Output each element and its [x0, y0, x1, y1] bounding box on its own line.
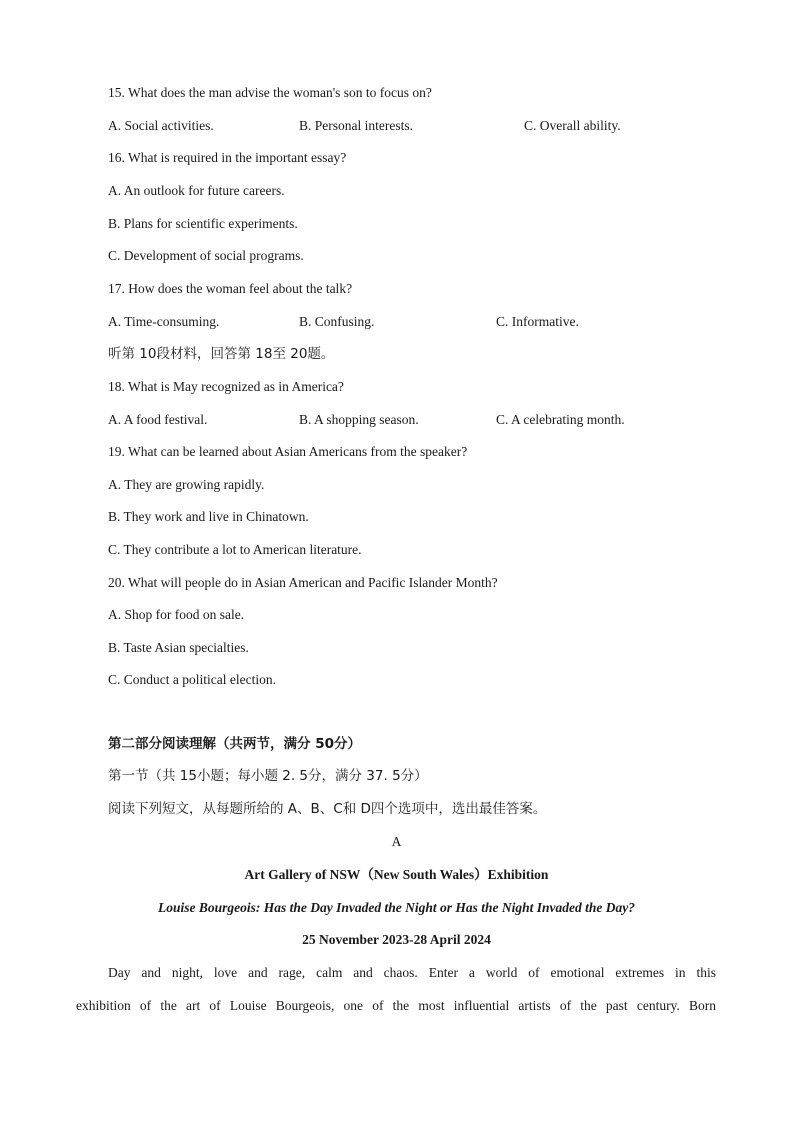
question-18: 18. What is May recognized as in America?	[108, 379, 344, 394]
question-16: 16. What is required in the important essay?	[108, 150, 347, 165]
material-10-instruction: 听第 10段材料，回答第 18至 20题。	[108, 346, 335, 362]
passage-title: Art Gallery of NSW（New South Wales）Exhibition	[244, 867, 549, 882]
question-20: 20. What will people do in Asian American and Pacific Islander Month?	[108, 575, 498, 590]
q19-option-c: C. They contribute a lot to American literature.	[108, 542, 362, 557]
q17-option-c: C. Informative.	[496, 314, 579, 329]
q15-option-a: A. Social activities.	[108, 118, 214, 133]
question-15: 15. What does the man advise the woman's son to focus on?	[108, 85, 432, 100]
q19-option-b: B. They work and live in Chinatown.	[108, 509, 309, 524]
q17-option-a: A. Time-consuming.	[108, 314, 220, 329]
q19-option-a: A. They are growing rapidly.	[108, 477, 265, 492]
q20-option-a: A. Shop for food on sale.	[108, 607, 245, 622]
q20-option-c: C. Conduct a political election.	[108, 672, 276, 687]
passage-line-1: Day and night, love and rage, calm and chaos. Enter a world of emotional extremes in this	[108, 965, 716, 980]
q16-option-b: B. Plans for scientific experiments.	[108, 216, 298, 231]
part-two-title: 第二部分阅读理解（共两节，满分 50分）	[108, 736, 361, 752]
passage-dates: 25 November 2023-28 April 2024	[302, 932, 491, 947]
question-19: 19. What can be learned about Asian Americans from the speaker?	[108, 444, 468, 459]
passage-subtitle: Louise Bourgeois: Has the Day Invaded the Night or Has the Night Invaded the Day?	[157, 900, 635, 915]
q18-option-b: B. A shopping season.	[299, 412, 419, 427]
reading-instruction: 阅读下列短文，从每题所给的 A、B、C和 D四个选项中，选出最佳答案。	[108, 801, 547, 817]
passage-line-2: exhibition of the art of Louise Bourgeois, one of the most influential artists of the past century. Born	[76, 998, 716, 1013]
q16-option-c: C. Development of social programs.	[108, 248, 304, 263]
section-one-title: 第一节（共 15小题；每小题 2. 5分，满分 37. 5分）	[108, 768, 428, 784]
q18-option-a: A. A food festival.	[108, 412, 208, 427]
q15-option-c: C. Overall ability.	[524, 118, 621, 133]
q20-option-b: B. Taste Asian specialties.	[108, 640, 249, 655]
passage-label: A	[391, 834, 402, 849]
q17-option-b: B. Confusing.	[299, 314, 375, 329]
q15-option-b: B. Personal interests.	[299, 118, 413, 133]
q18-option-c: C. A celebrating month.	[496, 412, 625, 427]
question-17: 17. How does the woman feel about the talk?	[108, 281, 353, 296]
q16-option-a: A. An outlook for future careers.	[108, 183, 285, 198]
